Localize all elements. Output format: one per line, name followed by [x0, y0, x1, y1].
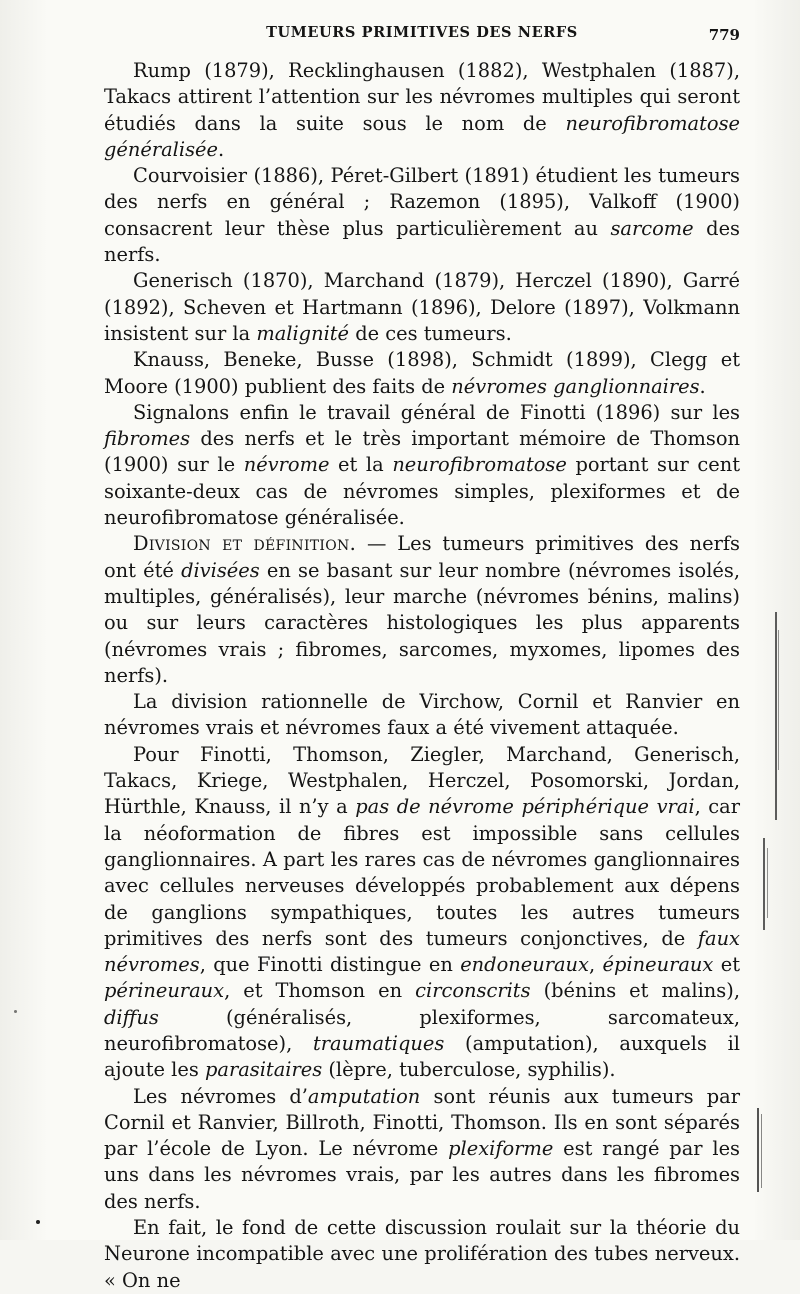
text-run: (bénins et malins),: [530, 979, 740, 1003]
text-run: (amputation), auxquels il ajoute les: [104, 1031, 740, 1082]
text-run: .: [699, 374, 706, 398]
text-run: diffus: [104, 1005, 159, 1029]
text-run: de ces tumeurs.: [349, 321, 512, 345]
text-run: traumatiques: [312, 1031, 445, 1055]
text-run: Knauss, Beneke, Busse (1898), Schmidt (1899), Clegg et Moore (1900) publient des faits de: [104, 348, 740, 398]
margin-pencil-mark: [763, 838, 765, 930]
text-run: est rangé par les uns dans les névromes vrais, par les autres dans les fibromes des nerfs.: [104, 1137, 740, 1213]
paragraph: [104, 689, 740, 742]
margin-pencil-mark: [778, 630, 779, 770]
text-run: , que Finotti distingue en: [199, 953, 461, 977]
margin-pencil-mark: [775, 612, 777, 820]
text-run: sont réunis aux tumeurs par Cornil et Ranvier, Billroth, Finotti, Thomson. Ils en sont séparés par l’école de Lyon. Le névrome: [104, 1084, 740, 1161]
text-run: malignité: [256, 321, 350, 345]
text-run: portant sur cent soixante-deux cas de névromes simples, plexiformes et de neurofibromatose généralisée.: [104, 453, 740, 530]
text-run: En fait, le fond de cette discussion roulait sur la théorie du Neurone incompatible avec une prolifération des tubes nerveux. « On ne: [104, 1216, 740, 1292]
margin-pencil-mark: [761, 1114, 762, 1188]
text-run: Rump (1879), Recklinghausen (1882), Westphalen (1887), Takacs attirent l’attention sur les névromes multiples qui seront étudiés dans la suite sous le nom de: [104, 59, 740, 135]
text-run: ,: [588, 953, 603, 977]
text-run: et: [713, 953, 740, 977]
paragraph: [104, 531, 740, 689]
text-run: Generisch (1870), Marchand (1879), Herczel (1890), Garré (1892), Scheven et Hartmann (1896), Delore (1897), Volkmann insistent sur la: [104, 269, 740, 345]
running-title: TUMEURS PRIMITIVES DES NERFS: [266, 24, 578, 41]
text-run: névrome: [243, 453, 330, 477]
page-number: 779: [708, 26, 740, 44]
text-run: — Les tumeurs primitives des nerfs ont été: [104, 532, 740, 582]
text-run: et la: [329, 453, 393, 477]
text-run: parasitaires: [204, 1058, 323, 1082]
text-run: amputation: [307, 1084, 421, 1108]
paragraph: [104, 163, 740, 268]
text-run: périneuraux: [104, 979, 225, 1003]
text-run: , car la néoformation de fibres est impossible sans cellules ganglionnaires. A part les rares cas de névromes ganglionnaires avec cellules nerveuses développés probablement aux dépens de ganglions sympathiques, toutes les autres tumeurs primitives des nerfs sont des tumeurs conjonctives, de: [104, 795, 740, 950]
text-run: Division et définition.: [133, 532, 357, 556]
text-run: des nerfs.: [104, 216, 740, 267]
text-run: neurofibromatose: [392, 453, 567, 477]
ink-speck: [14, 1010, 17, 1013]
paragraph: [104, 268, 740, 347]
text-run: Courvoisier (1886), Péret-Gilbert (1891) étudient les tumeurs des nerfs en général ; Razemon (1895), Valkoff (1900) consacrent leur thèse plus particulièrement au: [104, 164, 740, 240]
body-text: [104, 58, 740, 1294]
paragraph: [104, 400, 740, 531]
text-run: .: [218, 137, 225, 161]
text-run: des nerfs et le très important mémoire de Thomson (1900) sur le: [104, 427, 740, 477]
text-run: endoneuraux: [460, 953, 589, 977]
paragraph: [104, 742, 740, 1084]
text-run: (lèpre, tuberculose, syphilis).: [322, 1058, 616, 1082]
text-run: plexiforme: [448, 1137, 554, 1161]
margin-pencil-mark: [757, 1108, 759, 1192]
text-run: neurofibromatose généralisée: [104, 111, 740, 161]
text-run: névromes ganglionnaires: [451, 374, 700, 398]
paragraph: [104, 58, 740, 163]
text-run: épineuraux: [602, 953, 714, 977]
text-run: (généralisés, plexiformes, sarcomateux, neurofibromatose),: [104, 1005, 740, 1055]
text-run: faux névromes: [104, 926, 740, 977]
paragraph: [104, 347, 740, 400]
running-head: [104, 20, 740, 50]
text-run: pas de névrome périphérique vrai: [355, 795, 695, 819]
text-run: sarcome: [610, 216, 694, 240]
paragraph: [104, 1084, 740, 1215]
text-run: Pour Finotti, Thomson, Ziegler, Marchand, Generisch, Takacs, Kriege, Westphalen, Herczel, Posomorski, Jordan, Hürthle, Knauss, il n’y a: [104, 742, 740, 819]
text-run: fibromes: [104, 427, 191, 451]
ink-speck: [36, 1220, 40, 1224]
text-run: La division rationnelle de Virchow, Cornil et Ranvier en névromes vrais et névromes faux a été vivement attaquée.: [104, 690, 740, 740]
text-run: , et Thomson en: [224, 979, 416, 1003]
text-run: Signalons enfin le travail général de Finotti (1896) sur les: [133, 400, 740, 424]
margin-pencil-mark: [767, 848, 768, 918]
text-run: circonscrits: [415, 979, 531, 1003]
text-run: en se basant sur leur nombre (névromes isolés, multiples, généralisés), leur marche (névromes bénins, malins) ou sur leurs caractères histologiques les plus apparents (névromes vrais ; fibromes, sarcomes, myxomes, lipomes des nerfs).: [104, 558, 740, 687]
text-run: Les névromes d’: [133, 1084, 308, 1108]
text-run: divisées: [181, 558, 260, 582]
paragraph: [104, 1215, 740, 1294]
